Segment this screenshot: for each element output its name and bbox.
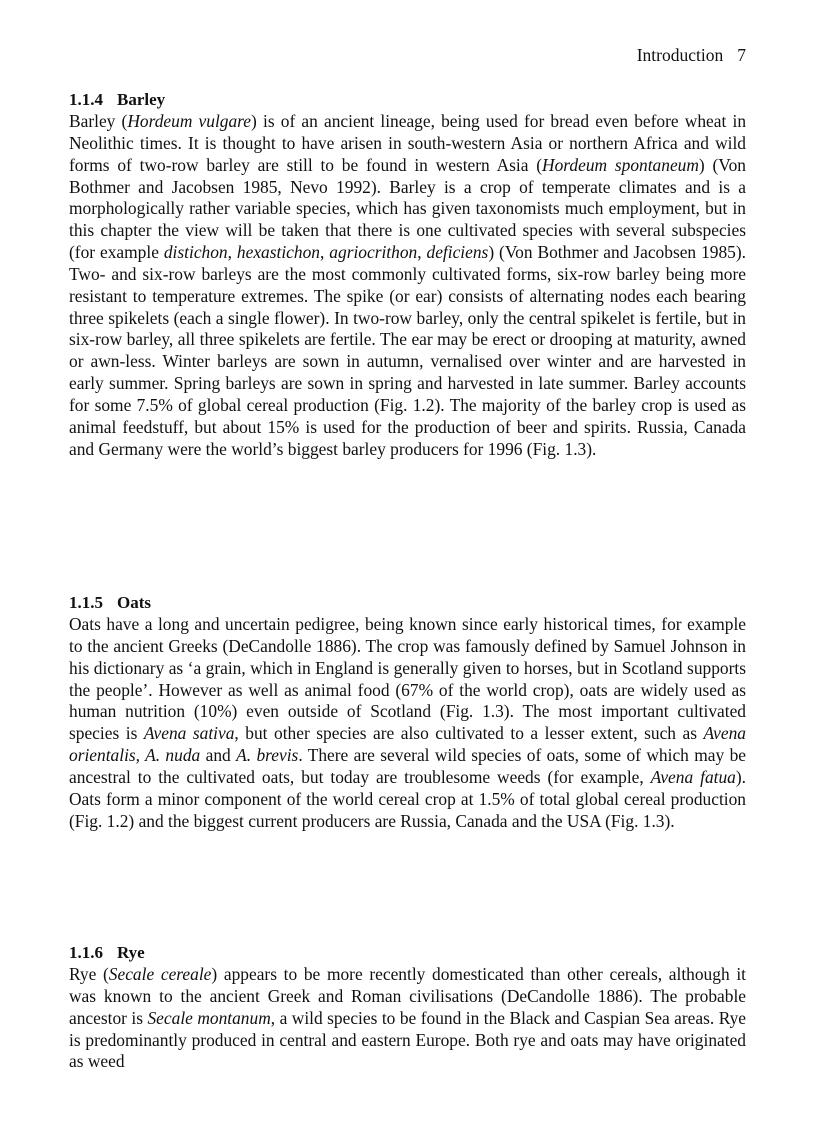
- running-head: [637, 44, 746, 66]
- species-name: Avena sativa: [143, 723, 235, 744]
- text-run: ) (Von Bothmer and Jacobsen 1985). Two- and six-row barleys are the most commonly cultivated forms, six-row barley being more resistant to temperature extremes. The spike (or ear) consists of alternating nodes each bearing three spikelets (each a single flower). In two-row barley, only the central spikelet is fertile, but in six-row barley, all three spikelets are fertile. The ear may be erect or drooping at maturity, awned or awn-less. Winter barleys are sown in autumn, vernalised over winter and are harvested in early summer. Spring barleys are sown in spring and harvested in late summer. Barley accounts for some 7.5% of global cereal production (Fig. 1.2). The majority of the barley crop is used as animal feedstuff, but about 15% is used for the production of beer and spirits. Russia, Canada and Germany were the world’s biggest barley producers for 1996 (Fig. 1.3).: [69, 242, 746, 459]
- section-number: 1.1.6: [69, 943, 103, 962]
- species-name: Avena orientalis, A. nuda: [69, 723, 747, 766]
- subspecies-name: distichon: [163, 242, 228, 263]
- section-barley: [69, 89, 746, 461]
- text-run: ). Oats form a minor component of the world cereal crop at 1.5% of total global cereal production (Fig. 1.2) and the biggest current producers are Russia, Canada and the USA (Fig. 1.3).: [69, 766, 746, 831]
- species-name: A. brevis: [236, 745, 299, 766]
- species-name: Hordeum spontaneum: [542, 154, 699, 175]
- section-number: 1.1.5: [69, 593, 103, 612]
- text-run: ,: [417, 242, 427, 263]
- section-title: Barley: [117, 90, 166, 109]
- section-oats: [69, 592, 746, 832]
- text-run: Barley (: [69, 111, 128, 131]
- section-title: Oats: [117, 593, 151, 612]
- text-run: ) (Von Bothmer and Jacobsen 1985, Nevo 1992). Barley is a crop of temperate climates and is a morphologically rather variable species, which has given taxonomists much employment, but in this chapter the view will be taken that there is one cultivated species with several subspecies (for example: [69, 154, 746, 263]
- text-run: , a wild species to be found in the Black and Caspian Sea areas. Rye is predominantly produced in central and eastern Europe. Both rye and oats may have originated as weed: [69, 1007, 747, 1072]
- subspecies-name: agriocrithon: [329, 242, 418, 263]
- text-run: Oats have a long and uncertain pedigree, being known since early historical times, for example to the ancient Greeks (DeCandolle 1886). The crop was famously defined by Samuel Johnson in his dictionary as ‘a grain, which in England is generally given to horses, but in Scotland supports the people’. However as well as animal food (67% of the world crop), oats are widely used as human nutrition (10%) even outside of Scotland (Fig. 1.3). The most important cultivated species is: [69, 614, 746, 744]
- subspecies-name: deficiens: [426, 242, 489, 263]
- section-heading-oats: [69, 592, 746, 614]
- running-head-title: Introduction: [636, 45, 724, 65]
- page-number: 7: [737, 45, 746, 65]
- section-body-rye: [69, 964, 746, 1073]
- section-heading-barley: [69, 89, 746, 111]
- text-run: , but other species are also cultivated to a lesser extent, such as: [234, 723, 704, 744]
- text-run: Rye (: [69, 964, 109, 984]
- section-body-oats: [69, 614, 746, 832]
- section-body-barley: [69, 111, 746, 461]
- section-rye: [69, 942, 746, 1073]
- section-title: Rye: [117, 943, 145, 962]
- text-run: ) appears to be more recently domesticated than other cereals, although it was known to the ancient Greek and Roman civilisations (DeCandolle 1886). The probable ancestor is: [69, 964, 746, 1028]
- text-run: ,: [227, 242, 237, 263]
- species-name: Secale cereale: [108, 964, 212, 984]
- section-number: 1.1.4: [69, 90, 103, 109]
- subspecies-name: hexastichon: [236, 242, 320, 263]
- text-run: . There are several wild species of oats, some of which may be ancestral to the cultivated oats, but today are troublesome weeds (for example,: [69, 745, 746, 787]
- text-run: ,: [320, 242, 330, 263]
- species-name: Secale montanum: [147, 1007, 271, 1028]
- species-name: Avena fatua: [650, 766, 736, 787]
- section-heading-rye: [69, 942, 746, 964]
- text-run: ) is of an ancient lineage, being used for bread even before wheat in Neolithic times. It is thought to have arisen in south-western Asia or northern Africa and wild forms of two-row barley are still to be found in western Asia (: [69, 111, 747, 175]
- text-run: and: [200, 745, 237, 766]
- species-name: Hordeum vulgare: [127, 111, 252, 131]
